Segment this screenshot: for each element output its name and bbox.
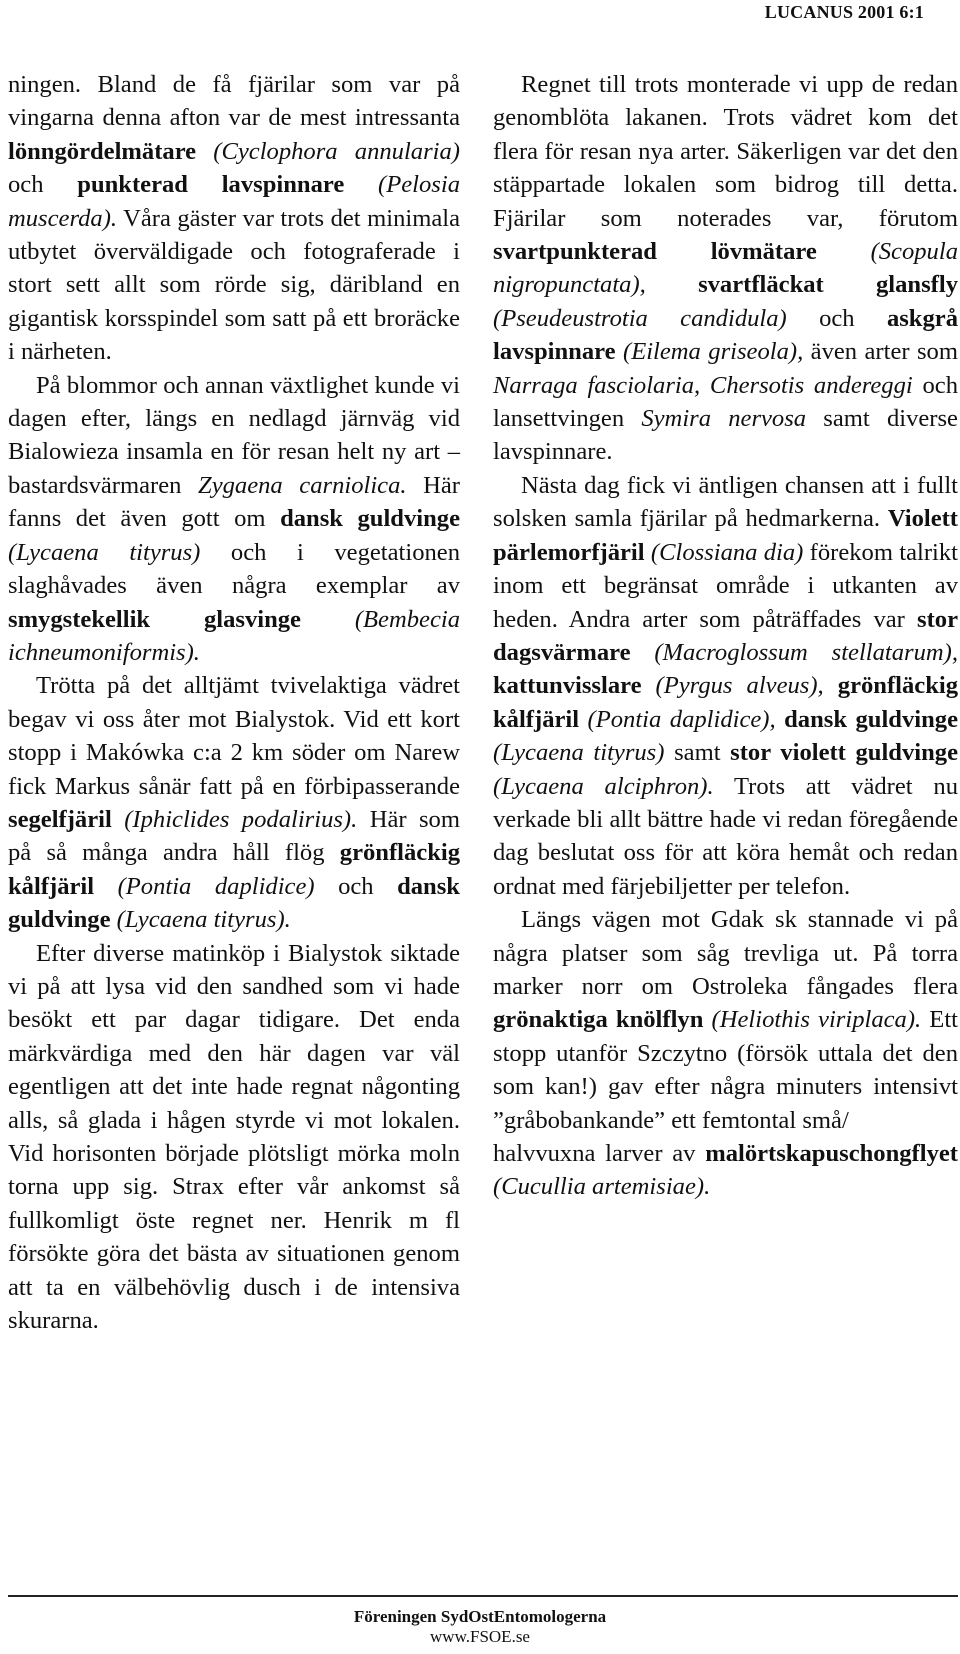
species-scientific-name: (Lycaena tityrus) bbox=[8, 538, 201, 566]
footer-organization: Föreningen SydOstEntomologerna bbox=[353, 1607, 607, 1626]
body-text: Här fanns det även gott om bbox=[8, 471, 460, 533]
species-scientific-name: (Pontia daplidice) bbox=[117, 872, 315, 900]
species-common-name: Violett pärlemorfjäril bbox=[493, 505, 958, 566]
species-common-name: svartpunkterad lövmätare bbox=[493, 238, 817, 266]
species-scientific-name: (Pseudeustrotia candidula) bbox=[493, 304, 787, 332]
species-common-name: dansk guldvinge bbox=[784, 705, 958, 733]
body-text bbox=[94, 873, 118, 900]
body-text bbox=[631, 639, 655, 666]
body-text bbox=[579, 706, 587, 733]
species-scientific-name: (Eilema griseola), bbox=[623, 338, 804, 366]
left-text-column bbox=[8, 68, 460, 1337]
body-text bbox=[616, 338, 623, 365]
body-text bbox=[817, 238, 871, 265]
body-text: och i vegetationen slaghåvades även några exemplar av bbox=[8, 538, 461, 600]
species-scientific-name: (Lycaena alciphron). bbox=[493, 772, 714, 800]
species-common-name: lönngördelmätare bbox=[8, 137, 197, 165]
running-header bbox=[765, 2, 924, 23]
body-text bbox=[301, 606, 355, 633]
species-scientific-name: (Lycaena tityrus) bbox=[493, 739, 665, 767]
body-text bbox=[824, 672, 838, 699]
body-text: samt diverse lavspinnare. bbox=[493, 405, 958, 466]
body-text bbox=[112, 806, 124, 833]
species-common-name: kattunvisslare bbox=[493, 672, 642, 700]
journal-name: LUCANUS bbox=[764, 2, 854, 22]
species-scientific-name: (Macroglossum stellatarum), bbox=[654, 638, 958, 666]
right-text-column bbox=[493, 68, 958, 1204]
body-text: Regnet till trots monterade vi upp de redan genomblöta lakanen. Trots vädret kom det flera för resan nya arter. Säkerligen var det den stäppartade lokalen som bidrog till detta. Fjärilar som noterades var, förutom bbox=[493, 71, 958, 232]
species-common-name: smygstekellik glasvinge bbox=[8, 605, 301, 633]
species-common-name: grönfläckig kålfjäril bbox=[493, 672, 958, 733]
paragraph bbox=[493, 68, 958, 469]
body-text: och bbox=[786, 304, 887, 332]
species-common-name: dansk guldvinge bbox=[8, 872, 460, 934]
species-scientific-name: (Heliothis viriplaca). bbox=[711, 1006, 922, 1034]
body-text: Våra gäster var trots det minimala utbytet överväldigade och fotograferade i stort sett allt som rörde sig, däribland en gigantisk korsspindel som satt på ett broräcke i närheten. bbox=[8, 204, 460, 366]
species-common-name: malörtskapuschongflyet bbox=[705, 1140, 958, 1167]
species-common-name: stor dagsvärmare bbox=[493, 605, 958, 666]
body-text bbox=[776, 706, 784, 733]
paragraph bbox=[8, 369, 460, 670]
body-text bbox=[703, 1006, 711, 1033]
species-scientific-name: Zygaena carniolica. bbox=[198, 471, 407, 499]
species-scientific-name: (Bembecia ichneumoniformis). bbox=[8, 605, 460, 666]
species-scientific-name: (Cyclophora annularia) bbox=[213, 137, 460, 165]
body-text bbox=[646, 271, 698, 298]
species-scientific-name: (Lycaena tityrus). bbox=[116, 906, 291, 934]
body-text: och bbox=[8, 171, 78, 199]
species-scientific-name: (Scopula nigropunctata), bbox=[493, 238, 958, 299]
species-common-name: svartfläckat glansfly bbox=[698, 271, 958, 299]
body-text: och lansettvingen bbox=[493, 371, 958, 433]
body-text: Trots att vädret nu verkade bli allt bättre hade vi redan föregående dag beslutat oss för att köra hemåt och redan ordnat med färjebiljetter per telefon. bbox=[493, 772, 958, 900]
paragraph bbox=[8, 669, 460, 936]
body-text: förekom talrikt inom ett begränsat område i utkanten av heden. Andra arter som påträffades var bbox=[493, 538, 958, 633]
body-text: samt bbox=[664, 739, 731, 767]
body-text: Trötta på det alltjämt tvivelaktiga vädret begav vi oss åter mot Bialystok. Vid ett kort stopp i Makówka c:a 2 km söder om Narew fick Markus sånär fatt på en förbipasserande bbox=[8, 672, 460, 800]
paragraph bbox=[493, 1137, 958, 1204]
species-common-name: grönaktiga knölflyn bbox=[493, 1006, 704, 1034]
footer-divider bbox=[8, 1595, 958, 1597]
body-text: På blommor och annan växtlighet kunde vi dagen efter, längs en nedlagd järnväg vid Bialowieza insamla en för resan helt ny art – bastardsvärmaren bbox=[8, 371, 460, 499]
species-scientific-name: (Cucullia artemisiae). bbox=[493, 1173, 711, 1201]
species-common-name: grönfläckig kålfjäril bbox=[8, 839, 460, 900]
species-common-name: punkterad lavspinnare bbox=[77, 171, 345, 199]
paragraph bbox=[493, 903, 958, 1137]
journal-issue: 2001 6:1 bbox=[857, 2, 924, 22]
species-scientific-name: (Pelosia muscerda). bbox=[8, 171, 460, 232]
body-text: ningen. Bland de få fjärilar som var på vingarna denna afton var de mest intressanta bbox=[8, 71, 460, 132]
body-text: Här som på så många andra håll flög bbox=[8, 805, 460, 867]
species-scientific-name: Narraga fasciolaria, Chersotis andereggi bbox=[493, 371, 913, 399]
paragraph bbox=[8, 937, 460, 1338]
body-text bbox=[196, 138, 213, 165]
body-text: Nästa dag fick vi äntligen chansen att i fullt solsken samla fjärilar på hedmarkerna. bbox=[493, 471, 958, 533]
body-text: Efter diverse matinköp i Bialystok siktade vi på att lysa vid den sandhed som vi hade besökt ett par dagar tidigare. Det enda märkvärdiga med den här dagen var väl egentligen att det inte hade regnat någonting alls, så glada i hågen styrde vi mot lokalen. Vid horisonten började plötsligt mörka moln torna upp sig. Strax efter vår ankomst så fullkomligt öste regnet ner. Henrik m fl försökte göra det bästa av situationen genom att ta en välbehövlig dusch i de intensiva skurarna. bbox=[8, 939, 460, 1335]
body-text: halvvuxna larver av bbox=[493, 1140, 706, 1167]
species-common-name: segelfjäril bbox=[8, 805, 112, 833]
body-text: och bbox=[314, 872, 398, 900]
species-scientific-name: (Pyrgus alveus), bbox=[655, 672, 824, 700]
body-text: Ett stopp utanför Szczytno (försök uttala det den som kan!) gav efter några minuters intensivt ”gråbobankande” ett femtontal små/ bbox=[493, 1006, 958, 1134]
body-text bbox=[642, 672, 656, 699]
species-scientific-name: Symira nervosa bbox=[641, 405, 807, 433]
page-footer bbox=[0, 1607, 960, 1647]
paragraph bbox=[493, 469, 958, 903]
species-common-name: askgrå lavspinnare bbox=[493, 304, 958, 366]
body-text bbox=[344, 171, 378, 198]
species-common-name: stor violett guldvinge bbox=[730, 739, 958, 767]
species-scientific-name: (Clossiana dia) bbox=[650, 538, 804, 566]
paragraph bbox=[8, 68, 460, 369]
footer-website: www.FSOE.se bbox=[430, 1627, 530, 1646]
species-scientific-name: (Pontia daplidice), bbox=[587, 705, 776, 733]
body-text: även arter som bbox=[803, 338, 958, 366]
species-common-name: dansk guldvinge bbox=[280, 505, 460, 533]
body-text: Längs vägen mot Gdak sk stannade vi på några platser som såg trevliga ut. På torra marker norr om Ostroleka fångades flera bbox=[493, 906, 958, 1000]
species-scientific-name: (Iphiclides podalirius). bbox=[124, 805, 358, 833]
